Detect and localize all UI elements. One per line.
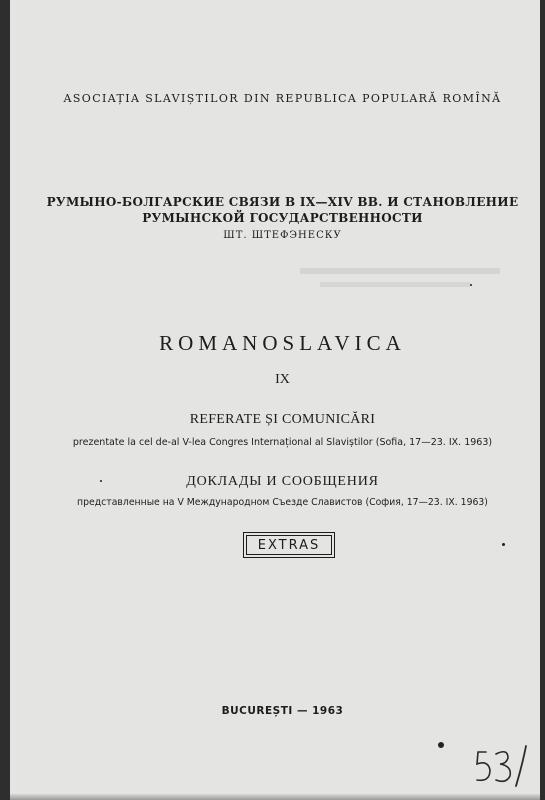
extras-box	[243, 532, 335, 558]
ink-speck	[438, 742, 444, 748]
association-name: ASOCIAȚIA SLAVIȘTILOR DIN REPUBLICA POPULARĂ ROMÎNĂ	[63, 92, 502, 105]
romanian-section-subtitle: prezentate la cel de-al V-lea Congres Internațional al Slaviștilor (Sofia, 17—23. IX. 1963)	[72, 437, 493, 448]
article-title-line2: РУМЫНСКОЙ ГОСУДАРСТВЕННОСТИ	[142, 211, 423, 225]
author-name: ШТ. ШТЕФЭНЕСКУ	[223, 230, 342, 241]
romanian-section-title: REFERATE ȘI COMUNICĂRI	[189, 412, 376, 427]
article-title-line1: РУМЫНО-БОЛГАРСКИЕ СВЯЗИ В IX—XIV ВВ. И СТАНОВЛЕНИЕ	[46, 195, 519, 209]
extras-label: EXTRAS	[257, 537, 321, 553]
imprint-place-year: BUCUREȘTI — 1963	[221, 705, 344, 717]
russian-section-title: ДОКЛАДЫ И СООБЩЕНИЯ	[186, 474, 379, 489]
bleed-through-shadow	[300, 262, 500, 302]
russian-section-subtitle: представленные на V Международном Съезде Славистов (София, 17—23. IX. 1963)	[77, 497, 488, 508]
ink-speck	[470, 284, 472, 286]
ink-speck	[502, 543, 505, 546]
volume-number: IX	[275, 372, 290, 387]
journal-name: ROMANOSLAVICA	[159, 331, 406, 355]
handwritten-note	[472, 742, 542, 792]
page-bottom-edge	[10, 794, 540, 800]
article-title	[10, 194, 545, 226]
ink-speck	[100, 480, 102, 482]
